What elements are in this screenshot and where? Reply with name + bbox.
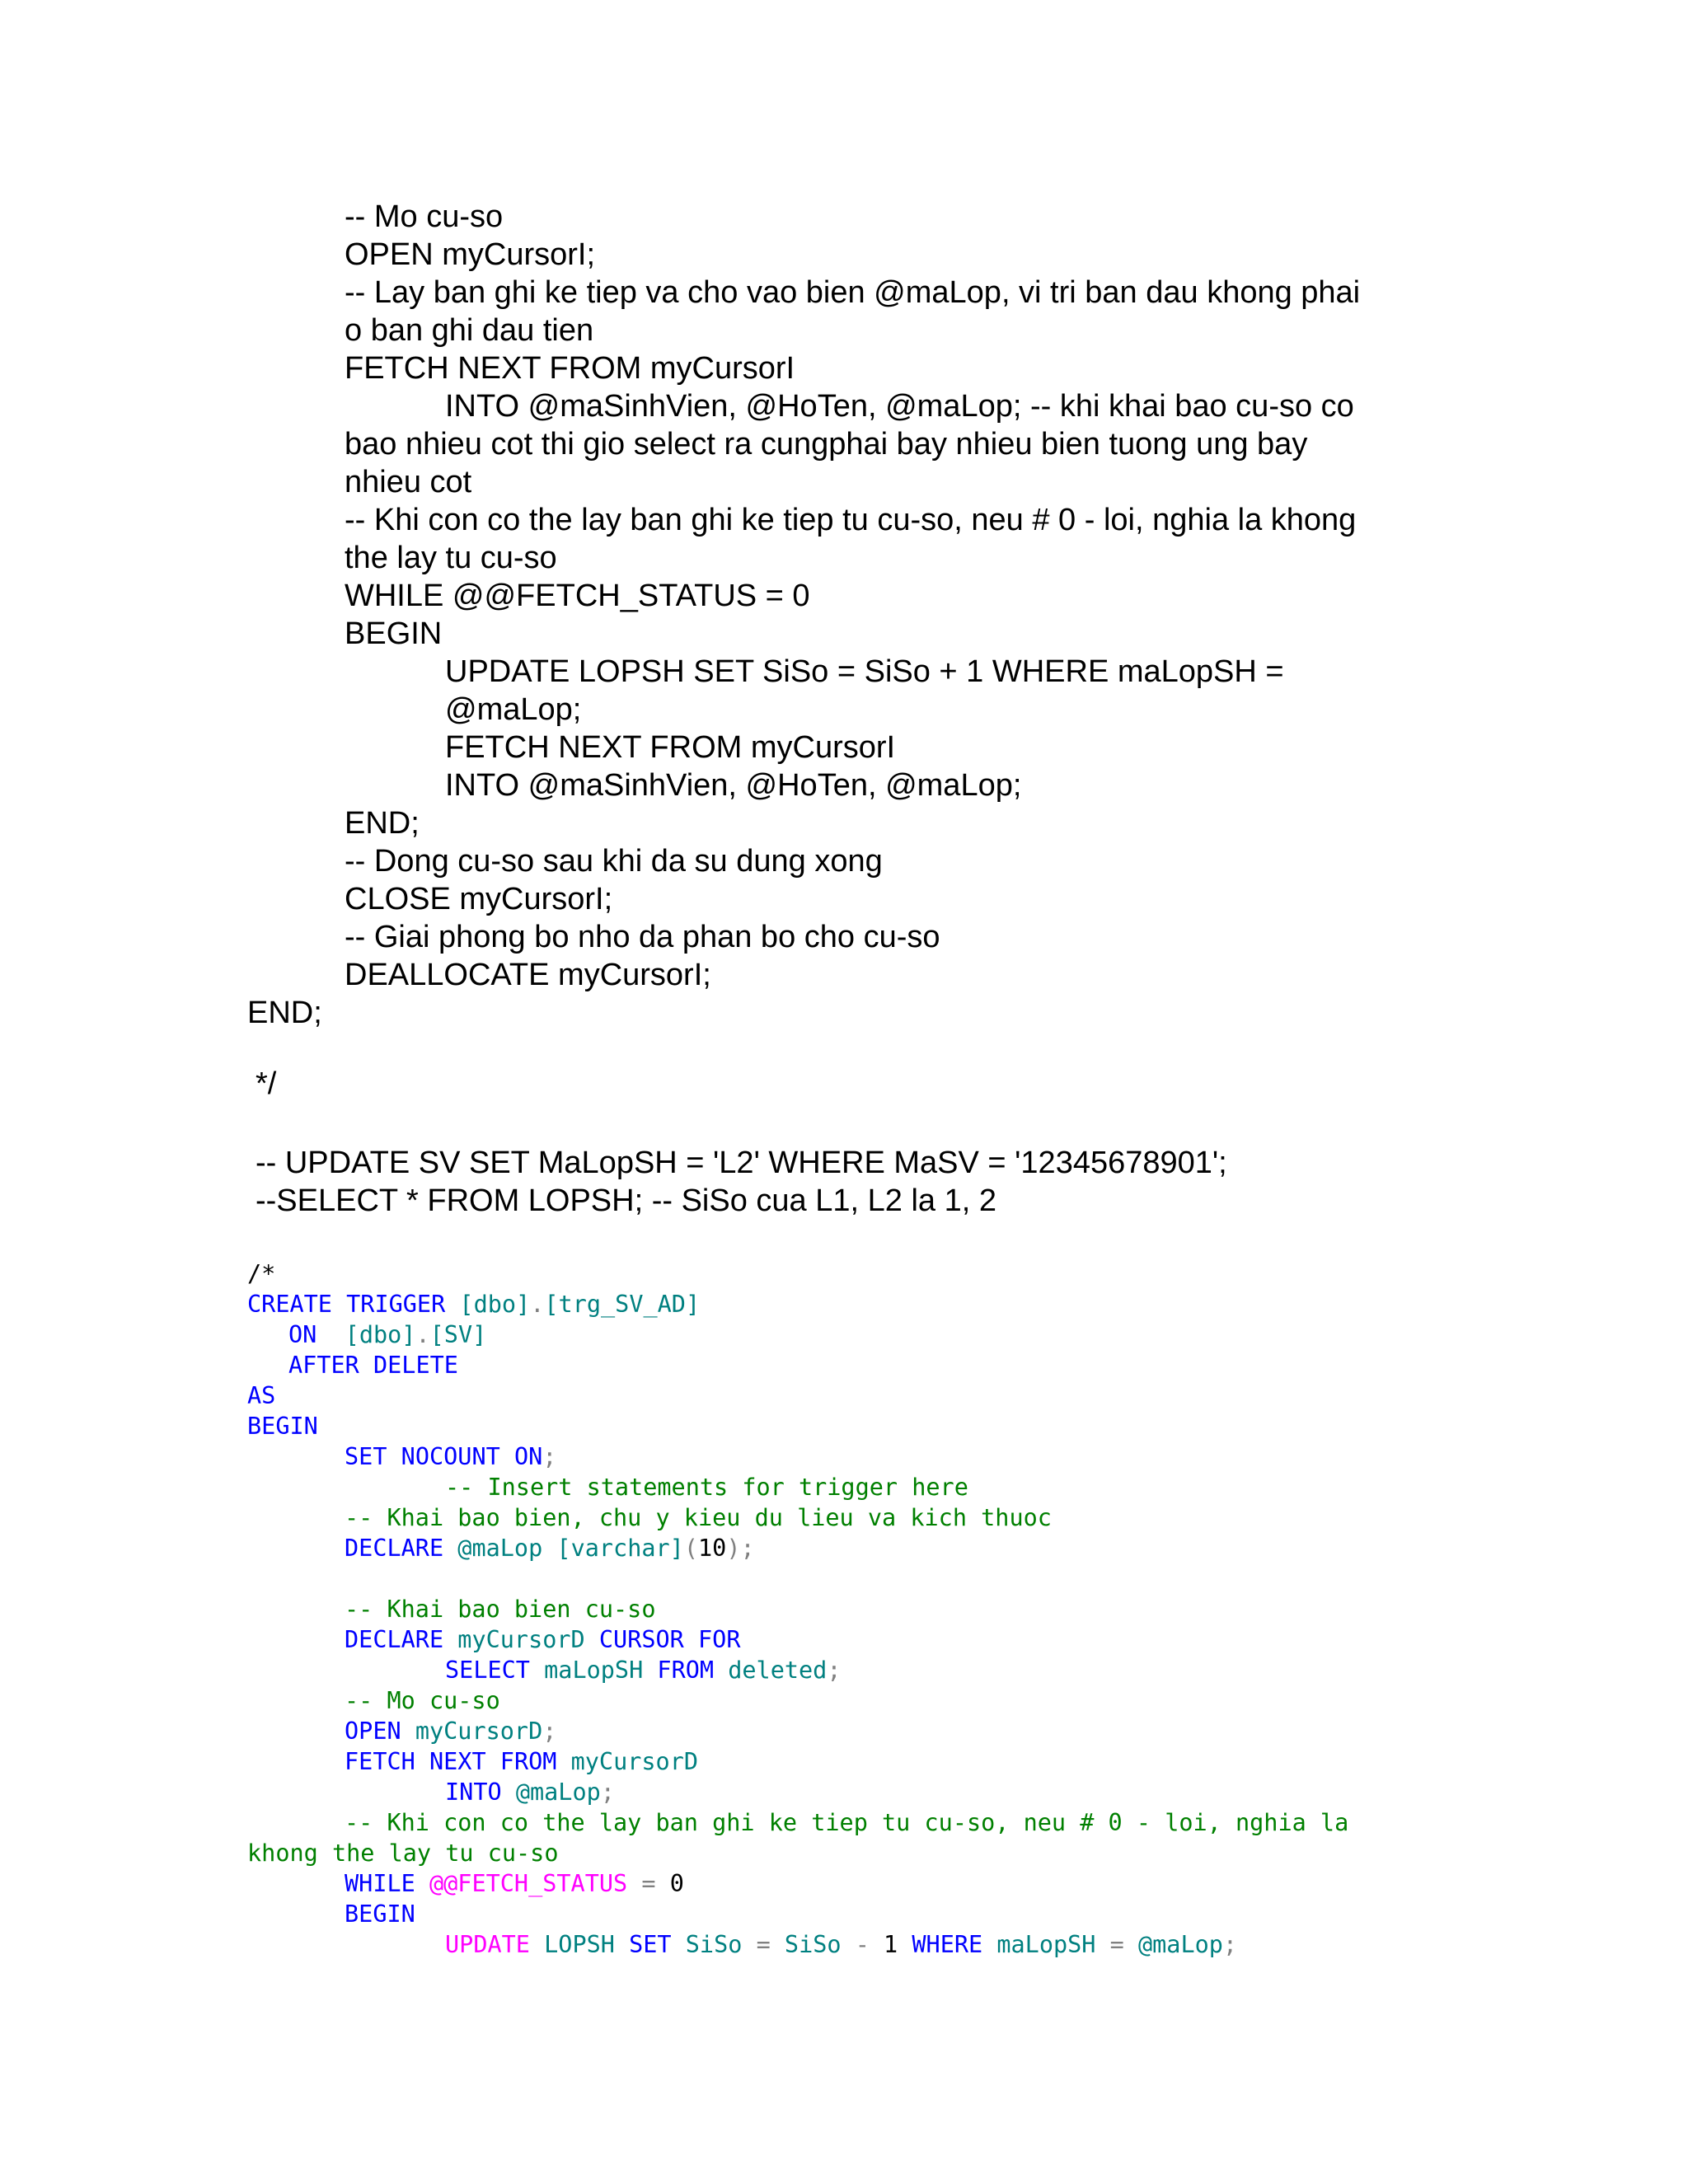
prose-line: END;	[247, 996, 322, 1030]
code-token	[1095, 1931, 1109, 1958]
prose-line: FETCH NEXT FROM myCursorI	[345, 351, 795, 386]
code-token: INTO	[445, 1779, 502, 1806]
code-line	[345, 1868, 684, 1899]
code-line	[445, 1655, 842, 1685]
code-token: ;	[542, 1443, 557, 1470]
code-token	[415, 1748, 429, 1775]
code-token: @maLop	[457, 1535, 543, 1562]
prose-line: -- Dong cu-so sau khi da su dung xong	[345, 844, 883, 879]
code-token: ;	[600, 1779, 615, 1806]
code-token	[316, 1321, 345, 1348]
code-token	[627, 1870, 641, 1897]
code-token: =	[641, 1870, 656, 1897]
code-line	[247, 1258, 275, 1289]
code-token	[556, 1748, 570, 1775]
code-line	[247, 1289, 700, 1319]
prose-line: -- Giai phong bo nho da phan bo cho cu-so	[345, 920, 940, 954]
code-token: FOR	[698, 1626, 741, 1653]
code-token	[530, 1657, 544, 1684]
code-token: FETCH	[345, 1748, 415, 1775]
code-token	[500, 1443, 514, 1470]
code-token: -- Khi con co the lay ban ghi ke tiep tu cu-so, neu # 0 - loi, nghia la	[345, 1809, 1349, 1836]
code-line	[247, 1838, 559, 1868]
code-token: DECLARE	[345, 1626, 444, 1653]
code-token: );	[726, 1535, 755, 1562]
code-token: 10	[698, 1535, 727, 1562]
code-token: myCursorD	[415, 1718, 543, 1745]
code-token: deleted	[728, 1657, 828, 1684]
prose-line: o ban ghi dau tien	[345, 313, 594, 348]
code-token	[443, 1626, 457, 1653]
code-token: -- Khai bao bien, chu y kieu du lieu va kich thuoc	[345, 1504, 1052, 1531]
code-token: ;	[1222, 1931, 1238, 1958]
code-token: DECLARE	[345, 1535, 444, 1562]
code-token	[585, 1626, 599, 1653]
prose-line: -- UPDATE SV SET MaLopSH = 'L2' WHERE MaSV = '12345678901';	[256, 1146, 1227, 1180]
code-line	[247, 1411, 318, 1441]
code-token: FROM	[657, 1657, 715, 1684]
code-token: -- Insert statements for trigger here	[445, 1474, 968, 1501]
code-token	[530, 1931, 544, 1958]
code-token: [varchar]	[556, 1535, 684, 1562]
prose-line: UPDATE LOPSH SET SiSo = SiSo + 1 WHERE maLopSH =	[445, 654, 1284, 689]
code-line	[345, 1594, 656, 1624]
code-token: CURSOR	[598, 1626, 684, 1653]
code-token: CREATE	[247, 1291, 332, 1318]
code-token	[443, 1535, 457, 1562]
code-token: WHERE	[912, 1931, 983, 1958]
code-token	[445, 1291, 459, 1318]
code-line	[345, 1685, 500, 1716]
code-token: /*	[247, 1260, 276, 1287]
code-token: 0	[655, 1870, 684, 1897]
code-token	[415, 1870, 429, 1897]
code-line	[288, 1319, 486, 1350]
code-token: ON	[288, 1321, 317, 1348]
code-token: [dbo]	[345, 1321, 416, 1348]
code-token	[486, 1748, 500, 1775]
code-line	[345, 1502, 1052, 1533]
code-token: .	[530, 1291, 545, 1318]
prose-line: INTO @maSinhVien, @HoTen, @maLop;	[445, 768, 1022, 803]
code-token: =	[756, 1931, 771, 1958]
code-token: UPDATE	[445, 1931, 530, 1958]
prose-line: OPEN myCursorI;	[345, 237, 596, 272]
code-token: -	[855, 1931, 870, 1958]
code-token: OPEN	[345, 1718, 401, 1745]
code-token: SET	[345, 1443, 387, 1470]
code-token	[332, 1291, 346, 1318]
code-token: BEGIN	[247, 1413, 318, 1440]
prose-line: --SELECT * FROM LOPSH; -- SiSo cua L1, L2 la 1, 2	[256, 1183, 996, 1218]
prose-line: */	[256, 1066, 277, 1101]
code-token	[401, 1718, 415, 1745]
prose-line: -- Lay ban ghi ke tiep va cho vao bien @maLop, vi tri ban dau khong phai	[345, 275, 1361, 310]
code-token: =	[1109, 1931, 1124, 1958]
code-token	[387, 1443, 401, 1470]
code-token	[542, 1535, 556, 1562]
code-token: NEXT	[429, 1748, 486, 1775]
code-token: SELECT	[445, 1657, 530, 1684]
code-token: SiSo	[784, 1931, 842, 1958]
code-line	[445, 1777, 615, 1807]
code-token: ON	[513, 1443, 543, 1470]
code-token: @maLop	[515, 1779, 601, 1806]
code-token	[742, 1931, 756, 1958]
code-token: @@FETCH_STATUS	[429, 1870, 628, 1897]
code-token: ;	[542, 1718, 557, 1745]
prose-line: END;	[345, 806, 420, 841]
code-line	[445, 1929, 1237, 1960]
code-token: LOPSH	[544, 1931, 615, 1958]
prose-line: -- Mo cu-so	[345, 199, 504, 234]
code-token	[714, 1657, 728, 1684]
code-token: 1	[869, 1931, 912, 1958]
code-token: myCursorD	[457, 1626, 585, 1653]
code-line	[247, 1380, 275, 1411]
code-line	[445, 1472, 968, 1502]
code-line	[345, 1533, 755, 1563]
code-token: -- Khai bao bien cu-so	[345, 1596, 656, 1623]
prose-line: CLOSE myCursorI;	[345, 882, 613, 916]
code-token	[1124, 1931, 1138, 1958]
code-token: .	[415, 1321, 430, 1348]
prose-line: DEALLOCATE myCursorI;	[345, 958, 711, 992]
code-token	[982, 1931, 996, 1958]
code-token: [dbo]	[459, 1291, 531, 1318]
code-line	[345, 1807, 1348, 1838]
code-token: ;	[827, 1657, 842, 1684]
prose-line: WHILE @@FETCH_STATUS = 0	[345, 579, 810, 613]
code-token: maLopSH	[996, 1931, 1096, 1958]
code-token: khong the lay tu cu-so	[247, 1840, 559, 1867]
code-token: [trg_SV_AD]	[544, 1291, 701, 1318]
code-line	[345, 1746, 698, 1777]
prose-line: FETCH NEXT FROM myCursorI	[445, 730, 896, 765]
code-line	[345, 1441, 556, 1472]
code-token	[615, 1931, 629, 1958]
code-token	[842, 1931, 856, 1958]
code-token	[684, 1626, 698, 1653]
code-token: [SV]	[429, 1321, 487, 1348]
code-token: TRIGGER	[346, 1291, 446, 1318]
code-token: NOCOUNT	[401, 1443, 500, 1470]
code-token: SET	[629, 1931, 672, 1958]
code-token	[359, 1352, 373, 1379]
prose-line: the lay tu cu-so	[345, 541, 557, 575]
code-line	[345, 1716, 556, 1746]
prose-line: INTO @maSinhVien, @HoTen, @maLop; -- khi khai bao cu-so co	[445, 389, 1354, 424]
code-token: BEGIN	[345, 1900, 415, 1928]
prose-line: @maLop;	[445, 692, 582, 727]
code-token	[502, 1779, 516, 1806]
code-token: (	[683, 1535, 699, 1562]
code-token	[672, 1931, 686, 1958]
code-token	[643, 1657, 657, 1684]
code-line	[345, 1624, 741, 1655]
code-token: DELETE	[373, 1352, 458, 1379]
code-token: WHILE	[345, 1870, 415, 1897]
prose-line: bao nhieu cot thi gio select ra cungphai bay nhieu bien tuong ung bay	[345, 427, 1308, 462]
code-line	[345, 1899, 415, 1929]
code-token: myCursorD	[570, 1748, 699, 1775]
code-token: @maLop	[1137, 1931, 1223, 1958]
code-token: -- Mo cu-so	[345, 1687, 500, 1714]
code-token: AFTER	[288, 1352, 359, 1379]
code-token: SiSo	[685, 1931, 743, 1958]
code-line	[288, 1350, 458, 1380]
code-token	[771, 1931, 785, 1958]
prose-line: nhieu cot	[345, 465, 472, 499]
prose-line: BEGIN	[345, 616, 443, 651]
code-token: FROM	[499, 1748, 557, 1775]
prose-line: -- Khi con co the lay ban ghi ke tiep tu cu-so, neu # 0 - loi, nghia la khong	[345, 503, 1357, 537]
code-token: maLopSH	[544, 1657, 644, 1684]
code-token: AS	[247, 1382, 276, 1409]
